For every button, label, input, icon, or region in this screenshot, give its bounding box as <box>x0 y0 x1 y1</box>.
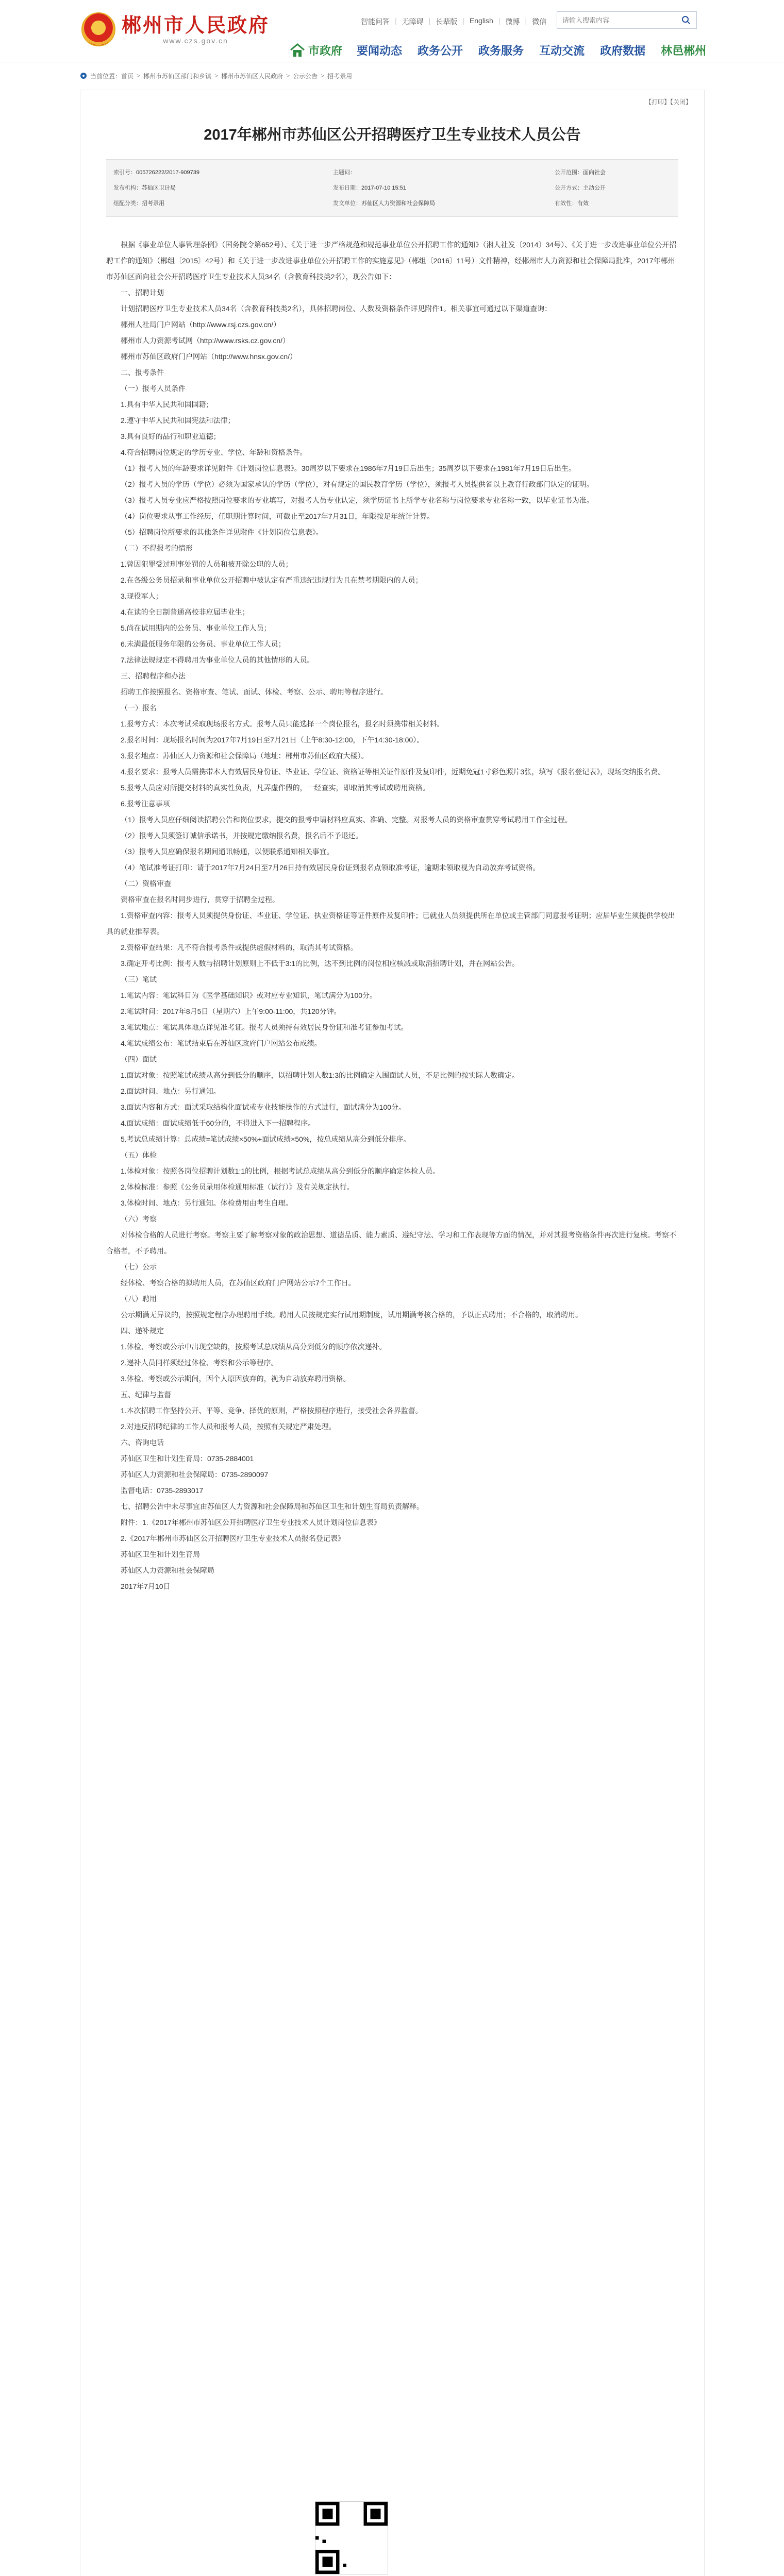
top-link-divider: | <box>462 16 464 25</box>
meta-label: 发文单位： <box>333 200 361 207</box>
article <box>80 90 705 2576</box>
article-paragraph: 3.体检时间、地点：另行通知。体检费用由考生自理。 <box>121 1199 293 1207</box>
top-link-divider: | <box>498 16 501 25</box>
article-paragraph: 苏仙区卫生和计划生育局：0735-2884001 <box>121 1454 254 1463</box>
meta-value: 005726222/2017-909739 <box>136 170 199 176</box>
article-title: 2017年郴州市苏仙区公开招聘医疗卫生专业技术人员公告 <box>204 127 581 143</box>
national-emblem-icon <box>81 12 115 46</box>
article-paragraph: 六、咨询电话 <box>121 1438 164 1447</box>
article-paragraph: 经体检、考察合格的拟聘用人员，在苏仙区政府门户网站公示7个工作日。 <box>121 1279 356 1287</box>
article-paragraph: 五、纪律与监督 <box>121 1391 171 1399</box>
article-paragraph: （一）报考人员条件 <box>121 384 186 393</box>
article-paragraph: （3）报考人员应确保报名期间通讯畅通，以便联系通知相关事宜。 <box>121 848 334 856</box>
site-name: 郴州市人民政府 <box>122 13 270 37</box>
article-paragraph: 招聘工作按照报名、资格审查、笔试、面试、体检、考察、公示、聘用等程序进行。 <box>121 688 388 696</box>
nav-item-linyi[interactable]: 林邑郴州 <box>661 44 707 57</box>
article-paragraph: 2.报名时间：现场报名时间为2017年7月19日至7月21日（上午8:30-12:00，下午14:30-18:00）。 <box>121 736 424 744</box>
search-icon <box>681 15 691 25</box>
meta-label: 组配分类： <box>113 200 142 207</box>
article-paragraph: （一）报名 <box>121 704 157 712</box>
article-paragraph: （4）笔试准考证打印：请于2017年7月24日至7月26日持有效居民身份证到报名点领取准考证，逾期未领取视为自动放弃考试资格。 <box>121 863 540 872</box>
article-paragraph: 2.在各级公务员招录和事业单位公开招聘中被认定有严重违纪违规行为且在禁考期限内的人员； <box>121 576 423 584</box>
meta-label: 有效性： <box>555 200 577 207</box>
article-paragraph: 计划招聘医疗卫生专业技术人员34名（含教育科技类2名），具体招聘岗位、人数及资格条件详见附件1。相关事宜可通过以下渠道查询： <box>121 304 552 313</box>
breadcrumb-home[interactable]: 首页 <box>121 72 134 80</box>
article-paragraph: 5.考试总成绩计算：总成绩=笔试成绩×50%+面试成绩×50%，按总成绩从高分到低分排序。 <box>121 1135 411 1143</box>
article-paragraph: （2）报考人员须签订诚信承诺书，并按规定缴纳报名费，报名后不予退还。 <box>121 832 363 840</box>
top-link-divider: | <box>395 16 397 25</box>
article-paragraph: 2.面试时间、地点：另行通知。 <box>121 1087 221 1095</box>
top-link-divider: | <box>428 16 431 25</box>
article-paragraph: （2）报考人员的学历（学位）必须为国家承认的学历（学位），对有规定的国民教育学历（学位），须报考人员提供省以上教育行政部门认定的证明。 <box>121 480 594 488</box>
article-paragraph: 2.递补人员同样须经过体检、考察和公示等程序。 <box>121 1359 278 1367</box>
article-paragraph: 3.报名地点：苏仙区人力资源和社会保障局（地址：郴州市苏仙区政府大楼）。 <box>121 752 369 760</box>
print-close-tools[interactable]: 【打印】【关闭】 <box>645 98 692 106</box>
article-paragraph: 1.体检、考察或公示中出现空缺的，按照考试总成绩从高分到低分的顺序依次递补。 <box>121 1343 387 1351</box>
site-url: www.czs.gov.cn <box>163 37 228 45</box>
article-paragraph: （5）招聘岗位所要求的其他条件详见附件《计划岗位信息表》。 <box>121 528 323 536</box>
meta-value: 苏仙区人力资源和社会保障局 <box>361 200 435 207</box>
article-paragraph: 1.曾因犯罪受过刑事处罚的人员和被开除公职的人员； <box>121 560 293 568</box>
nav-item-public[interactable]: 政务公开 <box>418 44 463 57</box>
article-paragraph: （二）不得报考的情形 <box>121 544 193 552</box>
nav-item-news[interactable]: 要闻动态 <box>357 44 403 57</box>
meta-value: 面向社会 <box>583 170 606 176</box>
article-paragraph: 三、招聘程序和办法 <box>121 672 186 680</box>
article-paragraph: 1.具有中华人民共和国国籍； <box>121 400 213 409</box>
article-paragraph: 4.符合招聘岗位规定的学历专业、学位、年龄和资格条件。 <box>121 448 307 456</box>
article-paragraph: 4.在读的全日制普通高校非应届毕业生； <box>121 608 249 616</box>
article-paragraph[interactable]: 郴州市人力资源考试网（http://www.rsks.cz.gov.cn/） <box>121 336 290 345</box>
article-paragraph: 一、招聘计划 <box>121 289 164 297</box>
article-paragraph: （三）笔试 <box>121 975 157 984</box>
article-paragraph: 2.体检标准：参照《公务员录用体检通用标准（试行）》及有关规定执行。 <box>121 1183 354 1191</box>
top-link[interactable]: 无障碍 <box>402 18 424 26</box>
article-paragraph: 4.笔试成绩公布：笔试结束后在苏仙区政府门户网站公布成绩。 <box>121 1039 322 1047</box>
top-link[interactable]: English <box>469 16 493 25</box>
article-body <box>106 237 678 1595</box>
article-paragraph[interactable]: 郴州市苏仙区政府门户网站（http://www.hnsx.gov.cn/） <box>121 352 297 361</box>
meta-value: 2017-07-10 15:51 <box>361 185 406 191</box>
qr-code-icon <box>315 2501 388 2574</box>
article-paragraph: （3）报考人员专业应严格按照岗位要求的专业填写，对报考人员专业认定，须学历证书上所学专业名称与岗位要求专业名称一致，以毕业证书为准。 <box>121 496 594 504</box>
top-link[interactable]: 微博 <box>505 18 520 26</box>
nav-item-data[interactable]: 政府数据 <box>600 44 646 57</box>
breadcrumb-notice[interactable]: 公示公告 <box>293 72 318 80</box>
home-icon <box>289 43 306 58</box>
article-paragraph: （八）聘用 <box>121 1295 157 1303</box>
article-paragraph: 二、报考条件 <box>121 368 164 377</box>
article-paragraph: 1.笔试内容：笔试科目为《医学基础知识》或对应专业知识，笔试满分为100分。 <box>121 991 377 999</box>
meta-value: 有效 <box>577 200 589 207</box>
meta-label: 索引号： <box>113 170 136 176</box>
meta-label: 发布机构： <box>113 185 142 191</box>
article-paragraph: （七）公示 <box>121 1263 157 1271</box>
article-paragraph: 3.体检、考察或公示期间，因个人原因放弃的，视为自动放弃聘用资格。 <box>121 1375 351 1383</box>
article-paragraph: 3.现役军人； <box>121 592 163 600</box>
article-paragraph: 3.具有良好的品行和职业道德； <box>121 432 221 440</box>
nav-home[interactable] <box>289 42 342 58</box>
article-paragraph[interactable]: 附件：1.《2017年郴州市苏仙区公开招聘医疗卫生专业技术人员计划岗位信息表》 <box>121 1518 381 1527</box>
breadcrumb-prefix: 当前位置： <box>90 72 122 80</box>
article-paragraph: 资格审查在报名时同步进行，贯穿于招聘全过程。 <box>121 895 279 904</box>
site-header <box>0 0 784 62</box>
search-box <box>557 11 697 29</box>
article-paragraph: 7.法律法规规定不得聘用为事业单位人员的其他情形的人员。 <box>121 656 314 664</box>
nav-item-service[interactable]: 政务服务 <box>478 44 524 57</box>
location-icon <box>80 72 87 79</box>
article-paragraph: 1.面试对象：按照笔试成绩从高分到低分的顺序，以招聘计划人数1:3的比例确定入围面试人员，不足比例的按实际人数确定。 <box>121 1071 520 1079</box>
article-paragraph: 3.笔试地点：笔试具体地点详见准考证。报考人员须持有效居民身份证和准考证参加考试。 <box>121 1023 408 1031</box>
top-links <box>361 16 546 27</box>
article-paragraph: （二）资格审查 <box>121 879 171 888</box>
article-paragraph: 苏仙区人力资源和社会保障局：0735-2890097 <box>121 1470 269 1479</box>
meta-value: 招考录用 <box>142 200 164 207</box>
meta-label: 发布日期： <box>333 185 361 191</box>
article-paragraph: （四）面试 <box>121 1055 157 1063</box>
article-paragraph: 6.报考注意事项 <box>121 800 170 808</box>
nav-home-label: 市政府 <box>308 44 343 57</box>
article-paragraph: 3.确定开考比例：报考人数与招聘计划原则上不低于3:1的比例，达不到比例的岗位相应核减或取消招聘计划，并在网站公告。 <box>121 959 520 968</box>
article-paragraph: 苏仙区卫生和计划生育局 <box>121 1550 200 1558</box>
article-paragraph: 四、递补规定 <box>121 1327 164 1335</box>
article-paragraph: （1）报考人员应仔细阅读招聘公告和岗位要求，提交的报考申请材料应真实、准确、完整。对报考人员的资格审查贯穿考试聘用工作全过程。 <box>121 816 572 824</box>
breadcrumb: 当前位置： 首页 > 郴州市苏仙区部门和乡镇 > 郴州市苏仙区人民政府 > 公示公告 > 招考录用 <box>80 69 704 82</box>
article-paragraph[interactable]: 郴州人社局门户网站（http://www.rsj.czs.gov.cn/） <box>121 320 281 329</box>
article-paragraph: 3.面试内容和方式：面试采取结构化面试或专业技能操作的方式进行，面试满分为100分。 <box>121 1103 406 1111</box>
article-paragraph: 2017年7月10日 <box>121 1582 171 1590</box>
main-nav <box>289 42 722 58</box>
article-paragraph: 公示期满无异议的，按照规定程序办理聘用手续。聘用人员按规定实行试用期制度，试用期满考核合格的，予以正式聘用；不合格的，取消聘用。 <box>121 1311 582 1319</box>
article-paragraph: 1.报考方式：本次考试采取现场报名方式。报考人员只能选择一个岗位报名，报名时须携带相关材料。 <box>121 720 444 728</box>
breadcrumb-recruit[interactable]: 招考录用 <box>327 72 353 80</box>
article-paragraph: 监督电话：0735-2893017 <box>121 1486 204 1495</box>
breadcrumb-gov[interactable]: 郴州市苏仙区人民政府 <box>221 72 283 80</box>
article-paragraph: 2.资格审查结果：凡不符合报考条件或提供虚假材料的，取消其考试资格。 <box>121 943 358 952</box>
article-paragraph: 2.《2017年郴州市苏仙区公开招聘医疗卫生专业技术人员报名登记表》 <box>121 1534 345 1543</box>
article-paragraph: 根据《事业单位人事管理条例》（国务院令第652号）、《关于进一步严格规范和规范事业单位公开招聘工作的通知》（湘人社发〔2014〕34号）、《关于进一步改进事业单位公开招聘工作的通知》（郴组〔2015〕42号）和《关于进一步改进事业单位公开招聘工作的实施意见》（郴组〔2016〕11号）文件精神，经郴州市人力资源和社会保障局批准，2017年郴州市苏仙区面向社会公开招聘医疗卫生专业技术人员34名（含教育科技类2名），现公告如下： <box>106 241 677 281</box>
article-paragraph: 5.报考人员应对所提交材料的真实性负责，凡弄虚作假的，一经查实，即取消其考试或聘用资格。 <box>121 784 430 792</box>
top-link[interactable]: 长辈版 <box>436 18 458 26</box>
article-paragraph: 2.笔试时间：2017年8月5日（星期六）上午9:00-11:00，共120分钟。 <box>121 1007 341 1015</box>
meta-label: 公开方式： <box>555 185 583 191</box>
meta-value: 苏仙区卫计局 <box>142 185 176 191</box>
nav-item-interaction[interactable]: 互动交流 <box>539 44 585 57</box>
article-paragraph: （1）报考人员的年龄要求详见附件《计划岗位信息表》。30周岁以下要求在1986年7月19日后出生；35周岁以下要求在1981年7月19日后出生。 <box>121 464 576 472</box>
meta-label: 主题词： <box>333 170 356 176</box>
site-logo[interactable] <box>81 12 270 46</box>
article-paragraph: 2.对违反招聘纪律的工作人员和报考人员，按照有关规定严肃处理。 <box>121 1422 336 1431</box>
article-paragraph: （六）考察 <box>121 1215 157 1223</box>
article-paragraph: 4.报名要求：报考人员需携带本人有效居民身份证、毕业证、学位证、资格证等相关证件原件及复印件，近期免冠1寸彩色照片3张，填写《报名登记表》，现场交纳报名费。 <box>121 768 665 776</box>
search-input[interactable] <box>557 16 676 25</box>
top-link[interactable]: 智能问答 <box>361 18 390 26</box>
search-button[interactable] <box>676 12 696 28</box>
article-paragraph: 1.本次招聘工作坚持公开、平等、竞争、择优的原则，严格按照程序进行，接受社会各界监督。 <box>121 1406 423 1415</box>
article-meta <box>106 159 678 217</box>
meta-value: 主动公开 <box>583 185 606 191</box>
article-paragraph: 4.面试成绩：面试成绩低于60分的，不得进入下一招聘程序。 <box>121 1119 315 1127</box>
top-link-divider: | <box>525 16 527 25</box>
article-paragraph: 6.未满最低服务年限的公务员、事业单位工作人员； <box>121 640 286 648</box>
article-paragraph: （五）体检 <box>121 1151 157 1159</box>
article-paragraph: 2.遵守中华人民共和国宪法和法律； <box>121 416 235 425</box>
meta-label: 公开范围： <box>555 170 583 176</box>
article-paragraph: 对体检合格的人员进行考察。考察主要了解考察对象的政治思想、道德品质、能力素质、遵纪守法、学习和工作表现等方面的情况，并对其报考资格条件再次进行复核。考察不合格者，不予聘用。 <box>106 1231 676 1255</box>
article-paragraph: 苏仙区人力资源和社会保障局 <box>121 1566 214 1574</box>
article-paragraph: 七、招聘公告中未尽事宜由苏仙区人力资源和社会保障局和苏仙区卫生和计划生育局负责解释。 <box>121 1502 424 1511</box>
article-paragraph: 1.资格审查内容：报考人员须提供身份证、毕业证、学位证、执业资格证等证件原件及复印件；已就业人员须提供所在单位或主管部门同意报考证明；应届毕业生须提供学校出具的就业推荐表。 <box>106 911 675 936</box>
article-paragraph: （4）岗位要求从事工作经历，任职期计算时间，可截止至2017年7月31日，年限按足年统计计算。 <box>121 512 435 520</box>
article-paragraph: 5.尚在试用期内的公务员、事业单位工作人员； <box>121 624 271 632</box>
breadcrumb-dept[interactable]: 郴州市苏仙区部门和乡镇 <box>143 72 212 80</box>
top-link[interactable]: 微信 <box>532 18 547 26</box>
article-paragraph: 1.体检对象：按照各岗位招聘计划数1:1的比例，根据考试总成绩从高分到低分的顺序确定体检人员。 <box>121 1167 440 1175</box>
